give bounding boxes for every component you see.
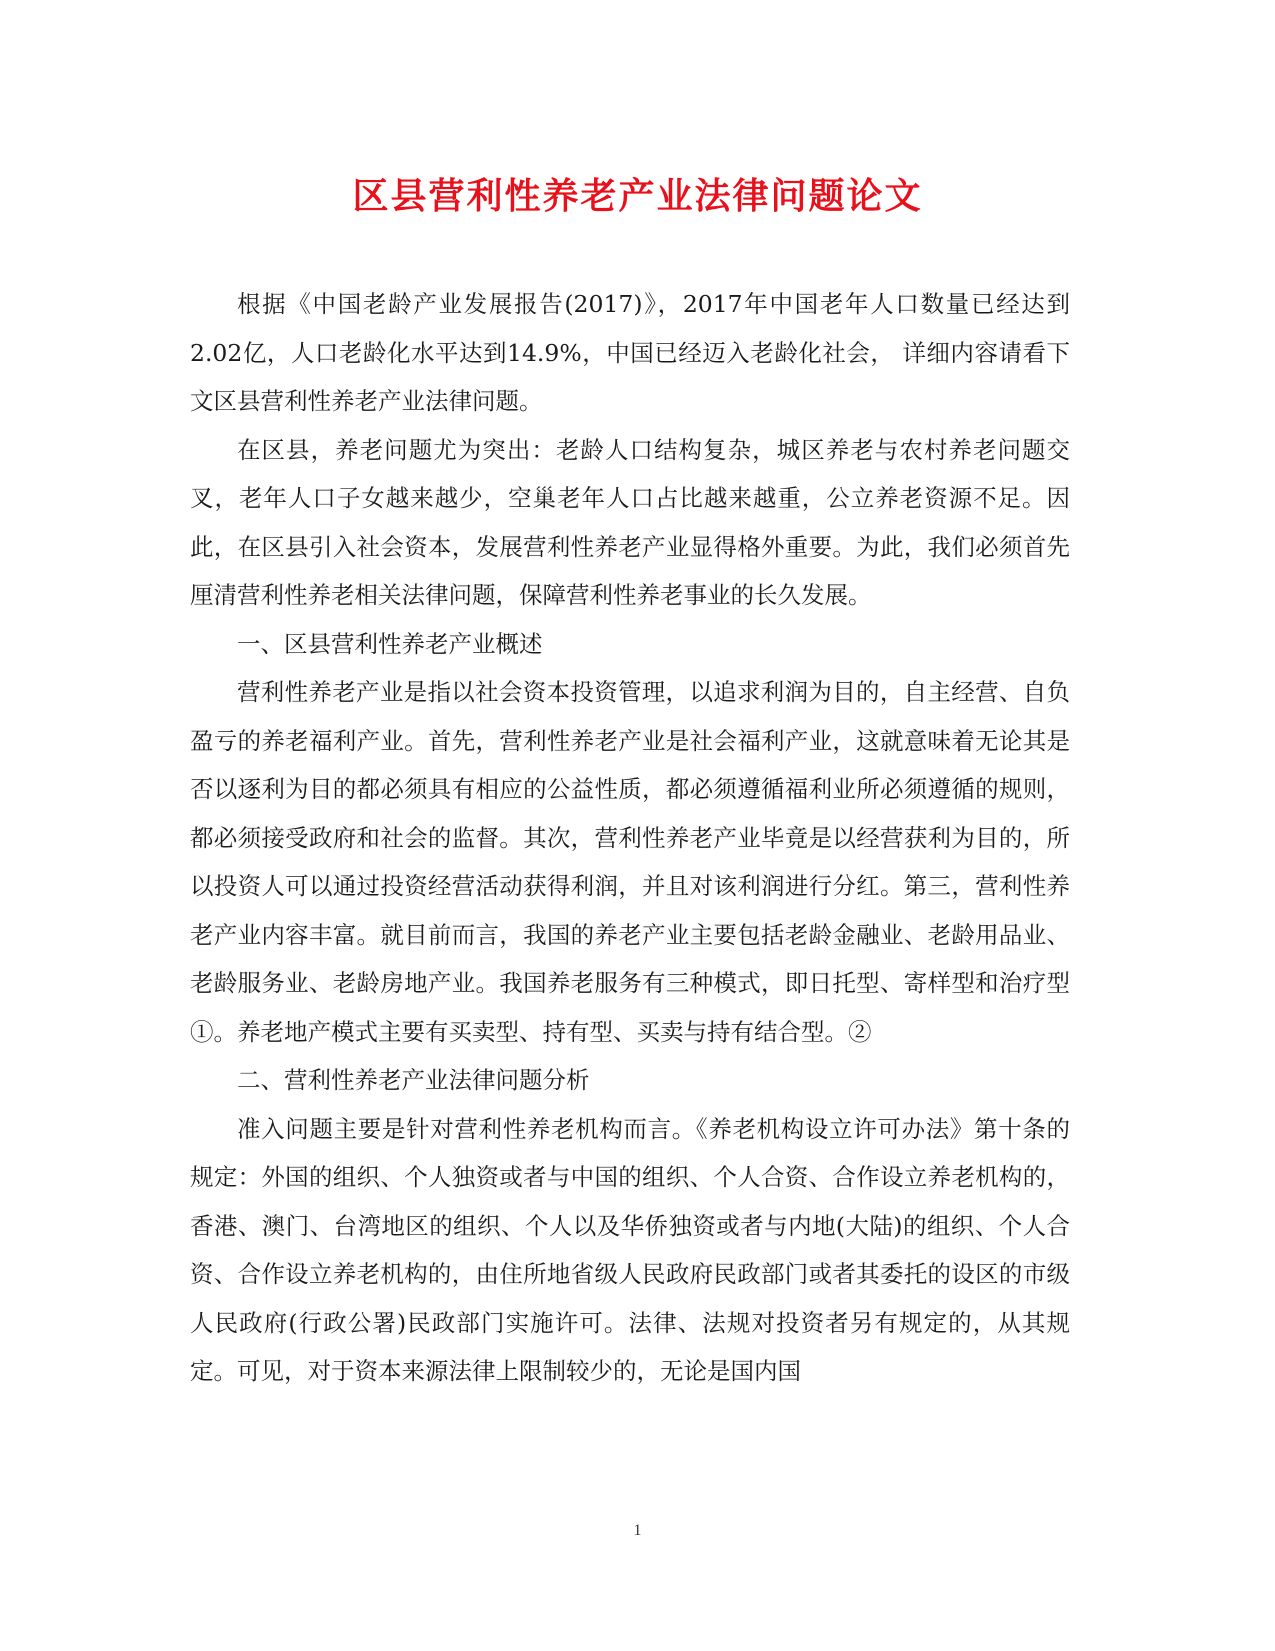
- section-heading-overview: 一、区县营利性养老产业概述: [237, 629, 543, 658]
- section-heading-analysis: 二、营利性养老产业法律问题分析: [237, 1066, 590, 1094]
- paragraph-analysis: 准入问题主要是针对营利性养老机构而言。《养老机构设立许可办法》第十条的规定：外国的组织、个人独资或者与中国的组织、个人合资、合作设立养老机构的，香港、澳门、台湾地区的组织、个人以及华侨独资或者与内地(大陆)的组织、个人合资、合作设立养老机构的，由住所地省级人民政府民政部门或者其委托的设区的市级人民政府(行政公署)民政部门实施许可。法律、法规对投资者另有规定的，从其规定。可见，对于资本来源法律上限制较少的，无论是国内国: [190, 1114, 1070, 1385]
- document-title: 区县营利性养老产业法律问题论文: [352, 175, 923, 217]
- page-number: 1: [633, 1522, 642, 1539]
- paragraph-overview: 营利性养老产业是指以社会资本投资管理，以追求利润为目的，自主经营、自负盈亏的养老福利产业。首先，营利性养老产业是社会福利产业，这就意味着无论其是否以逐利为目的都必须具有相应的公益性质，都必须遵循福利业所必须遵循的规则，都必须接受政府和社会的监督。其次，营利性养老产业毕竟是以经营获利为目的，所以投资人可以通过投资经营活动获得利润，并且对该利润进行分红。第三，营利性养老产业内容丰富。就目前而言，我国的养老产业主要包括老龄金融业、老龄用品业、老龄服务业、老龄房地产业。我国养老服务有三种模式，即日托型、寄样型和治疗型①。养老地产模式主要有买卖型、持有型、买卖与持有结合型。②: [190, 678, 1070, 1046]
- document-body: [190, 280, 1070, 1396]
- paragraph-background: 在区县，养老问题尤为突出：老龄人口结构复杂，城区养老与农村养老问题交叉，老年人口子女越来越少，空巢老年人口占比越来越重，公立养老资源不足。因此，在区县引入社会资本，发展营利性养老产业显得格外重要。为此，我们必须首先厘清营利性养老相关法律问题，保障营利性养老事业的长久发展。: [190, 435, 1070, 609]
- paragraph-intro: 根据《中国老龄产业发展报告(2017)》，2017年中国老年人口数量已经达到2.02亿，人口老龄化水平达到14.9%，中国已经迈入老龄化社会， 详细内容请看下文区县营利性养老产业法律问题。: [190, 290, 1070, 415]
